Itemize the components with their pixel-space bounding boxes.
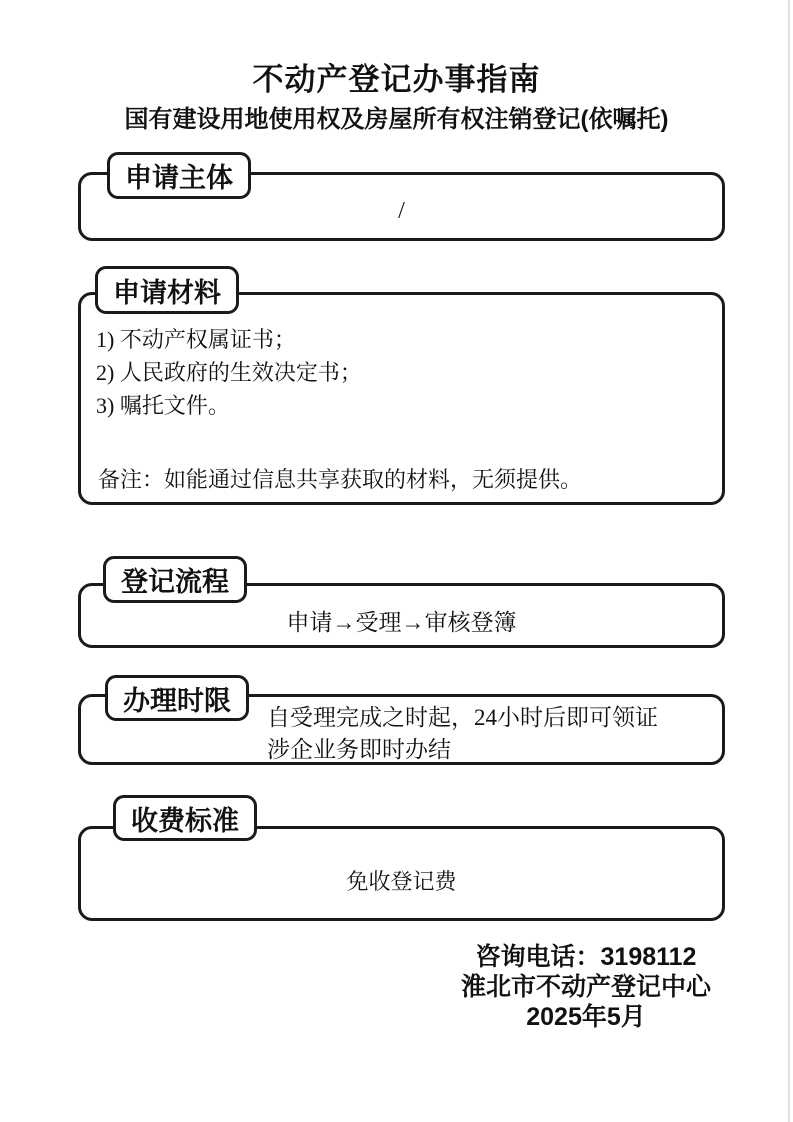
deadline-section-label: 办理时限 <box>105 675 249 721</box>
fee-section-label: 收费标准 <box>113 795 257 841</box>
applicant-section-label: 申请主体 <box>107 152 251 199</box>
deadline-text <box>267 702 712 766</box>
fee-content: 免收登记费 <box>346 869 457 894</box>
materials-content-box <box>78 292 725 505</box>
materials-note: 备注：如能通过信息共享获取的材料，无须提供。 <box>98 467 583 492</box>
section-applicant <box>78 152 725 243</box>
page-title: 不动产登记办事指南 <box>252 62 541 97</box>
materials-list <box>81 295 722 422</box>
section-process <box>78 556 725 650</box>
footer-date: 2025年5月 <box>526 1003 646 1031</box>
footer-organization: 淮北市不动产登记中心 <box>460 973 711 1001</box>
section-fee <box>78 795 725 923</box>
document-footer <box>380 942 792 1032</box>
materials-section-label: 申请材料 <box>95 266 239 314</box>
process-section-label: 登记流程 <box>103 556 247 603</box>
deadline-line-1: 自受理完成之时起，24小时后即可领证 <box>267 705 658 730</box>
page-subtitle: 国有建设用地使用权及房屋所有权注销登记(依嘱托) <box>124 106 669 133</box>
applicant-content: / <box>398 198 405 224</box>
materials-item-2: 2) 人民政府的生效决定书； <box>96 360 362 385</box>
footer-phone: 咨询电话：3198112 <box>475 943 697 971</box>
section-materials <box>78 266 725 507</box>
deadline-line-2: 涉企业务即时办结 <box>267 737 451 762</box>
section-deadline <box>78 675 725 767</box>
materials-item-3: 3) 嘱托文件。 <box>96 393 230 418</box>
process-flow-text: 申请→受理→审核登簿 <box>286 610 517 635</box>
materials-item-1: 1) 不动产权属证书； <box>96 327 296 352</box>
